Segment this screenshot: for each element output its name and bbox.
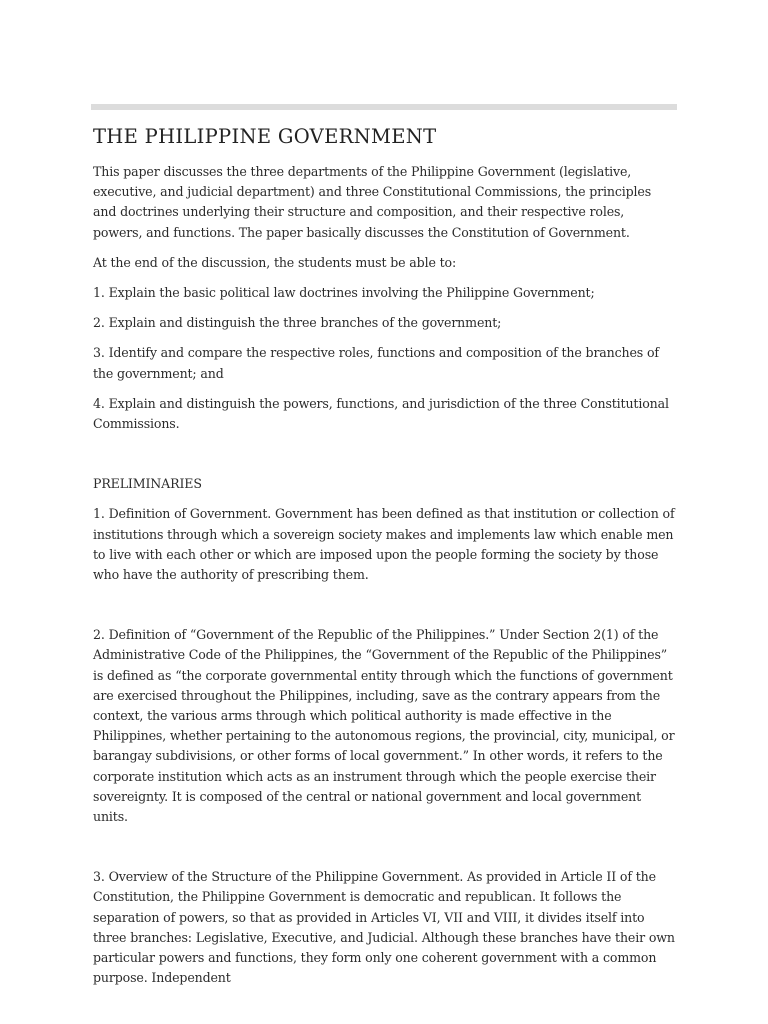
section-paragraph: 2. Definition of “Government of the Republic of the Philippines.” Under Section 2(1) of the Administrative Code of the Philippines, the “Government of the Republic of the Philippines” is defined as “the corporate governmental entity through which the functions of government are exercised throughout the Philippines, including, save as the contrary appears from the context, the various arms through which political authority is made effective in the Philippines, whether pertaining to the autonomous regions, the provincial, city, municipal, or barangay subdivisions, or other forms of local government.” In other words, it refers to the corporate institution which acts as an instrument through which the people exercise their sovereignty. It is composed of the central or national government and local government units.	[93, 627, 675, 825]
objective-item: 4. Explain and distinguish the powers, functions, and jurisdiction of the three Constitutional Commissions.	[93, 395, 669, 432]
section-paragraph: 3. Overview of the Structure of the Philippine Government. As provided in Article II of the Constitution, the Philippine Government is democratic and republican. It follows the separation of powers, so that as provided in Articles VI, VII and VIII, it divides itself into three branches: Legislative, Executive, and Judicial. Although these branches have their own particular powers and functions, they form only one coherent government with a common purpose. Independent	[93, 869, 675, 986]
objective-item: 1. Explain the basic political law doctrines involving the Philippine Government;	[93, 285, 595, 301]
objectives-lead: At the end of the discussion, the students must be able to:	[93, 254, 457, 270]
intro-paragraph: This paper discusses the three departments of the Philippine Government (legislative, executive, and judicial department) and three Constitutional Commissions, the principles and doctrines underlying their structure and composition, and their respective roles, powers, and functions. The paper basically discusses the Constitution of Government.	[93, 164, 652, 240]
objective-item: 3. Identify and compare the respective roles, functions and composition of the branches of the government; and	[93, 345, 659, 381]
top-divider	[91, 104, 677, 110]
objective-item: 2. Explain and distinguish the three branches of the government;	[93, 315, 502, 331]
document-title: THE PHILIPPINE GOVERNMENT	[93, 125, 437, 148]
section-paragraph: 1. Definition of Government. Government has been defined as that institution or collection of institutions through which a sovereign society makes and implements law which enable men to live with each other or which are imposed upon the people forming the society by those who have the authority of prescribing them.	[93, 506, 675, 583]
section-heading: PRELIMINARIES	[93, 476, 202, 492]
document-page	[93, 124, 675, 989]
